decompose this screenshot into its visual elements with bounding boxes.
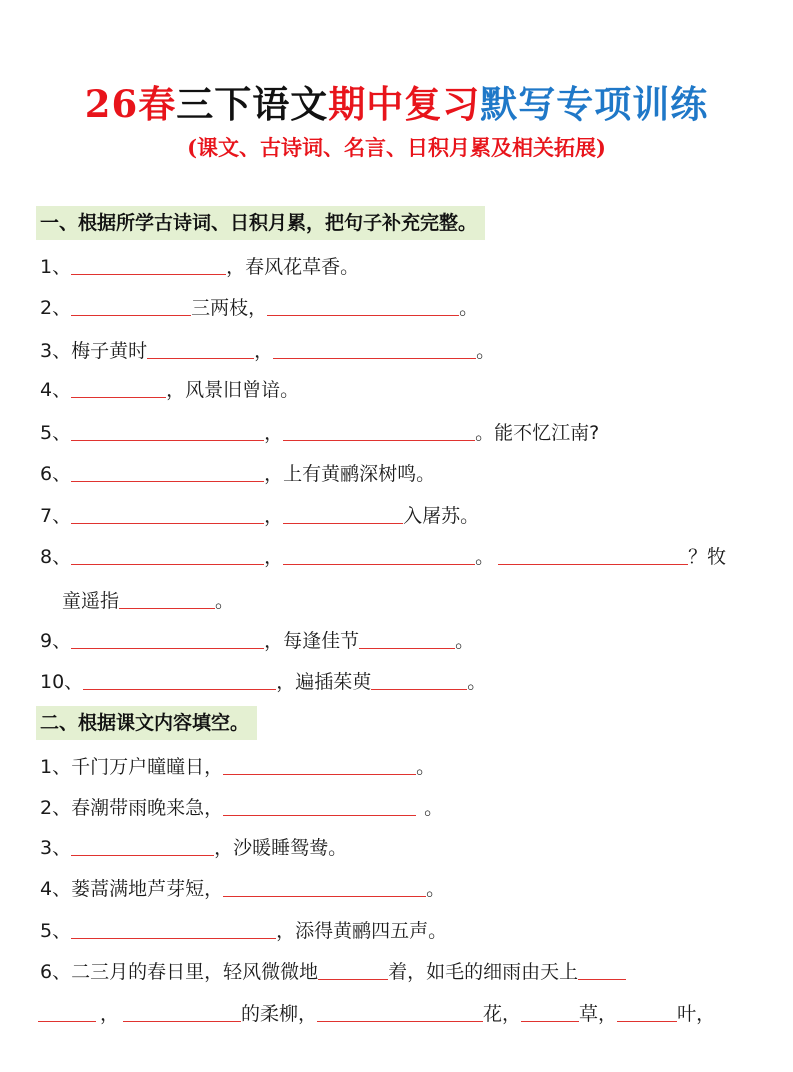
answer-blank[interactable] [223, 752, 416, 775]
q1-2: 2、 三两枝， 。 [40, 293, 478, 323]
q1-10: 10、 ，遍插茱萸 。 [40, 667, 486, 697]
q1-1: 1、 ，春风花草香。 [40, 252, 359, 282]
answer-blank[interactable] [38, 999, 96, 1022]
q1-8-continued: 童遥指 。 [62, 586, 234, 616]
worksheet-subtitle: (课文、古诗词、名言、日积月累及相关拓展) [187, 135, 606, 160]
answer-blank[interactable] [71, 418, 264, 441]
answer-blank[interactable] [317, 999, 483, 1022]
q1-7: 7、 ， 入屠苏。 [40, 501, 479, 531]
title-year: 26春 [84, 82, 177, 126]
answer-blank[interactable] [71, 375, 166, 398]
answer-blank[interactable] [83, 667, 276, 690]
answer-blank[interactable] [578, 957, 626, 980]
q2-1: 1、千门万户曈曈日， 。 [40, 752, 435, 782]
q1-3: 3、梅子黄时 ， 。 [40, 336, 495, 366]
answer-blank[interactable] [71, 293, 191, 316]
q2-6: 6、二三月的春日里，轻风微微地 着，如毛的细雨由天上 [40, 957, 626, 987]
answer-blank[interactable] [318, 957, 388, 980]
answer-blank[interactable] [267, 293, 459, 316]
q2-6-continued: ， 的柔柳， 花， 草， 叶， [38, 999, 715, 1029]
q1-9: 9、 ，每逢佳节 。 [40, 626, 474, 656]
answer-blank[interactable] [223, 874, 426, 897]
answer-blank[interactable] [371, 667, 467, 690]
answer-blank[interactable] [71, 626, 264, 649]
answer-blank[interactable] [617, 999, 677, 1022]
q2-3: 3、 ，沙暖睡鸳鸯。 [40, 833, 347, 863]
answer-blank[interactable] [273, 336, 476, 359]
answer-blank[interactable] [283, 542, 475, 565]
answer-blank[interactable] [71, 833, 214, 856]
q2-4: 4、蒌蒿满地芦芽短， 。 [40, 874, 445, 904]
answer-blank[interactable] [71, 459, 264, 482]
answer-blank[interactable] [521, 999, 579, 1022]
answer-blank[interactable] [283, 501, 403, 524]
answer-blank[interactable] [359, 626, 455, 649]
q1-8: 8、 ， 。 ？牧 [40, 542, 726, 572]
worksheet-title [0, 74, 793, 128]
title-topic: 默写专项训练 [480, 82, 709, 126]
answer-blank[interactable] [119, 586, 215, 609]
title-review: 期中复习 [328, 82, 481, 126]
section-2-heading: 二、根据课文内容填空。 [36, 706, 257, 740]
section-1-heading: 一、根据所学古诗词、日积月累，把句子补充完整。 [36, 206, 485, 240]
answer-blank[interactable] [223, 793, 416, 816]
answer-blank[interactable] [71, 542, 264, 565]
q2-2: 2、春潮带雨晚来急， 。 [40, 793, 443, 823]
answer-blank[interactable] [71, 916, 276, 939]
q1-5: 5、 ， 。能不忆江南? [40, 418, 599, 448]
answer-blank[interactable] [283, 418, 475, 441]
title-subject: 三下语文 [176, 82, 329, 126]
q2-5: 5、 ，添得黄鹂四五声。 [40, 916, 447, 946]
answer-blank[interactable] [498, 542, 688, 565]
answer-blank[interactable] [123, 999, 241, 1022]
answer-blank[interactable] [71, 501, 264, 524]
q1-6: 6、 ，上有黄鹂深树鸣。 [40, 459, 435, 489]
answer-blank[interactable] [147, 336, 254, 359]
q1-4: 4、 ，风景旧曾谙。 [40, 375, 299, 405]
answer-blank[interactable] [71, 252, 226, 275]
